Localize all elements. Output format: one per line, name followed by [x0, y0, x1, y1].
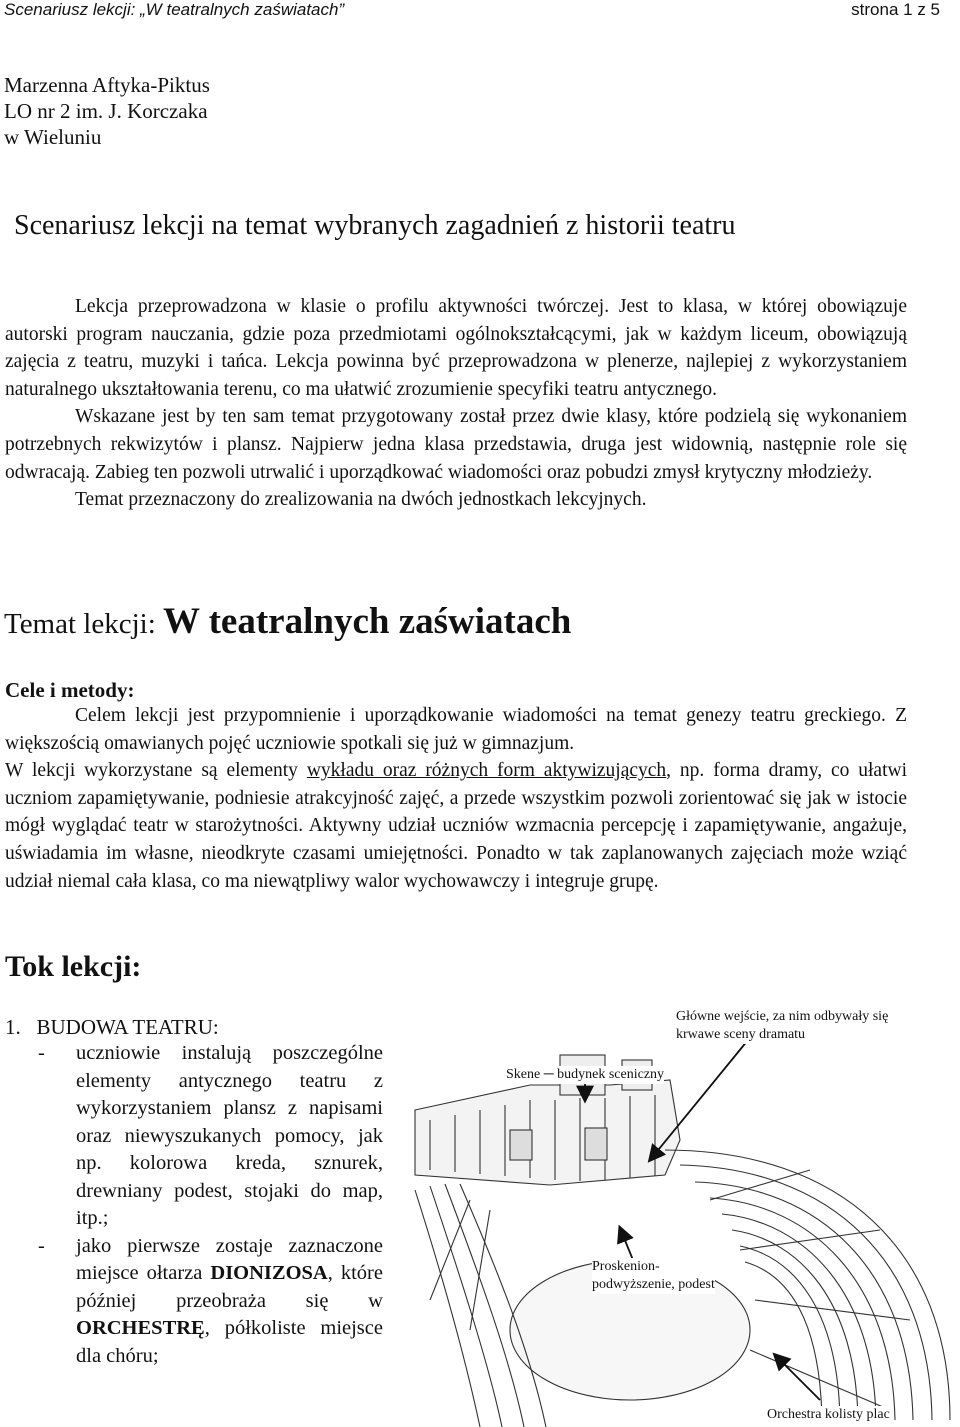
methods-link-text: wykładu oraz różnych form aktywizujących [306, 760, 667, 782]
page-header [0, 0, 960, 22]
lesson-steps-list [38, 1040, 383, 1370]
theatre-illustration [410, 1000, 960, 1427]
list-item-text: uczniowie instalują poszczególne elementy antycznego teatru z wykorzystaniem plansz z napisami oraz niewyszukanych pomocy, jak np. kolorowa kreda, sznurek, drewniany podest, stojaki do map, itp.; [76, 1042, 383, 1229]
goals-heading: Cele i metody: [5, 678, 135, 702]
goals-text-b: , np. forma dramy, co ułatwi uczniom zapamiętywanie, podniesie atrakcyjność zajęć, a przede wszystkim pozwoli zorientować się jak w istocie mógł wyglądać teatr w starożytności. Aktywny udział uczniów wzmacnia percepcję i zapamiętywanie, angażuje, uświadamia im własne, nieodkryte czasami umiejętności. Ponadto w tak zaplanowanych zajęciach może wziąć udział niemal cała klasa, co ma niewątpliwy walor wychowawczy i integruje grupę. [5, 760, 907, 892]
lesson-topic [4, 600, 571, 643]
list-item-text: , półkoliste miejsce dla chóru; [76, 1317, 383, 1367]
section-number: 1. [5, 1015, 21, 1039]
page-number: strona 1 z 5 [851, 0, 940, 19]
dionizos-term: DIONIZOSA [210, 1262, 328, 1284]
topic-label: Temat lekcji: [4, 608, 156, 640]
list-item [38, 1233, 383, 1371]
list-item-text: jako pierwsze zostaje zaznaczone miejsce ołtarza [76, 1234, 383, 1284]
intro-section [5, 293, 907, 514]
intro-paragraph-2: Wskazane jest by ten sam temat przygotowany został przez dwie klasy, które podzielą się wykonaniem potrzebnych rekwizytów i plansz. Najpierw jedna klasa przedstawia, druga jest widownią, następnie role się odwracają. Zabieg ten pozwoli utrwalić i uporządkować wiadomości oraz pobudzi zmysł krytyczny młodzieży. [5, 406, 907, 483]
section-title: BUDOWA TEATRU: [36, 1015, 219, 1039]
document-title: Scenariusz lekcji na temat wybranych zagadnień z historii teatru [14, 210, 736, 241]
list-item-text: , które później przeobraża się w [76, 1262, 383, 1312]
label-proskenion-line-1: Proskenion- [592, 1259, 660, 1274]
theatre-drawing [410, 1000, 960, 1427]
label-main-entrance: Główne wejście, za nim odbywały się krwawe sceny dramatu [676, 1008, 936, 1044]
author-name: Marzenna Aftyka-Piktus [4, 73, 210, 97]
orchestra-term: ORCHESTRĘ [76, 1317, 205, 1339]
bullet-dash: - [38, 1234, 45, 1257]
author-school: LO nr 2 im. J. Korczaka [4, 99, 208, 123]
label-proskenion-line-2: podwyższenie, podest [592, 1277, 715, 1292]
topic-value: W teatralnych zaświatach [163, 601, 572, 642]
author-block [4, 72, 210, 150]
section-heading [5, 1015, 219, 1040]
label-orchestra: Orchestra kolisty plac [767, 1407, 890, 1422]
goals-paragraph-1: Celem lekcji jest przypomnienie i uporządkowanie wiadomości na temat genezy teatru greckiego. Z większością omawianych pojęć uczniowie spotkali się już w gimnazjum. [5, 705, 907, 754]
header-title: Scenariusz lekcji: „W teatralnych zaświatach” [4, 0, 345, 19]
goals-section [5, 702, 907, 895]
goals-text-a: W lekcji wykorzystane są elementy [5, 760, 307, 782]
intro-paragraph-3: Temat przeznaczony do zrealizowania na dwóch jednostkach lekcyjnych. [75, 489, 647, 511]
author-town: w Wieluniu [4, 125, 102, 149]
tok-heading: Tok lekcji: [5, 950, 142, 983]
bullet-dash: - [38, 1042, 45, 1064]
intro-paragraph-1: Lekcja przeprowadzona w klasie o profilu aktywności twórczej. Jest to klasa, w której obowiązuje autorski program nauczania, gdzie poza przedmiotami ogólnokształcącymi, jak w każdym liceum, obowiązują zajęcia z teatru, muzyki i tańca. Lekcja powinna być przeprowadzona w plenerze, najlepiej z wykorzystaniem naturalnego ukształtowania terenu, co ma ułatwić zrozumienie specyfiki teatru antycznego. [5, 296, 907, 400]
label-skene: Skene ─ budynek sceniczny [506, 1067, 665, 1082]
list-item [38, 1040, 383, 1233]
goals-paragraph-2 [5, 757, 907, 895]
label-proskenion [592, 1258, 715, 1294]
